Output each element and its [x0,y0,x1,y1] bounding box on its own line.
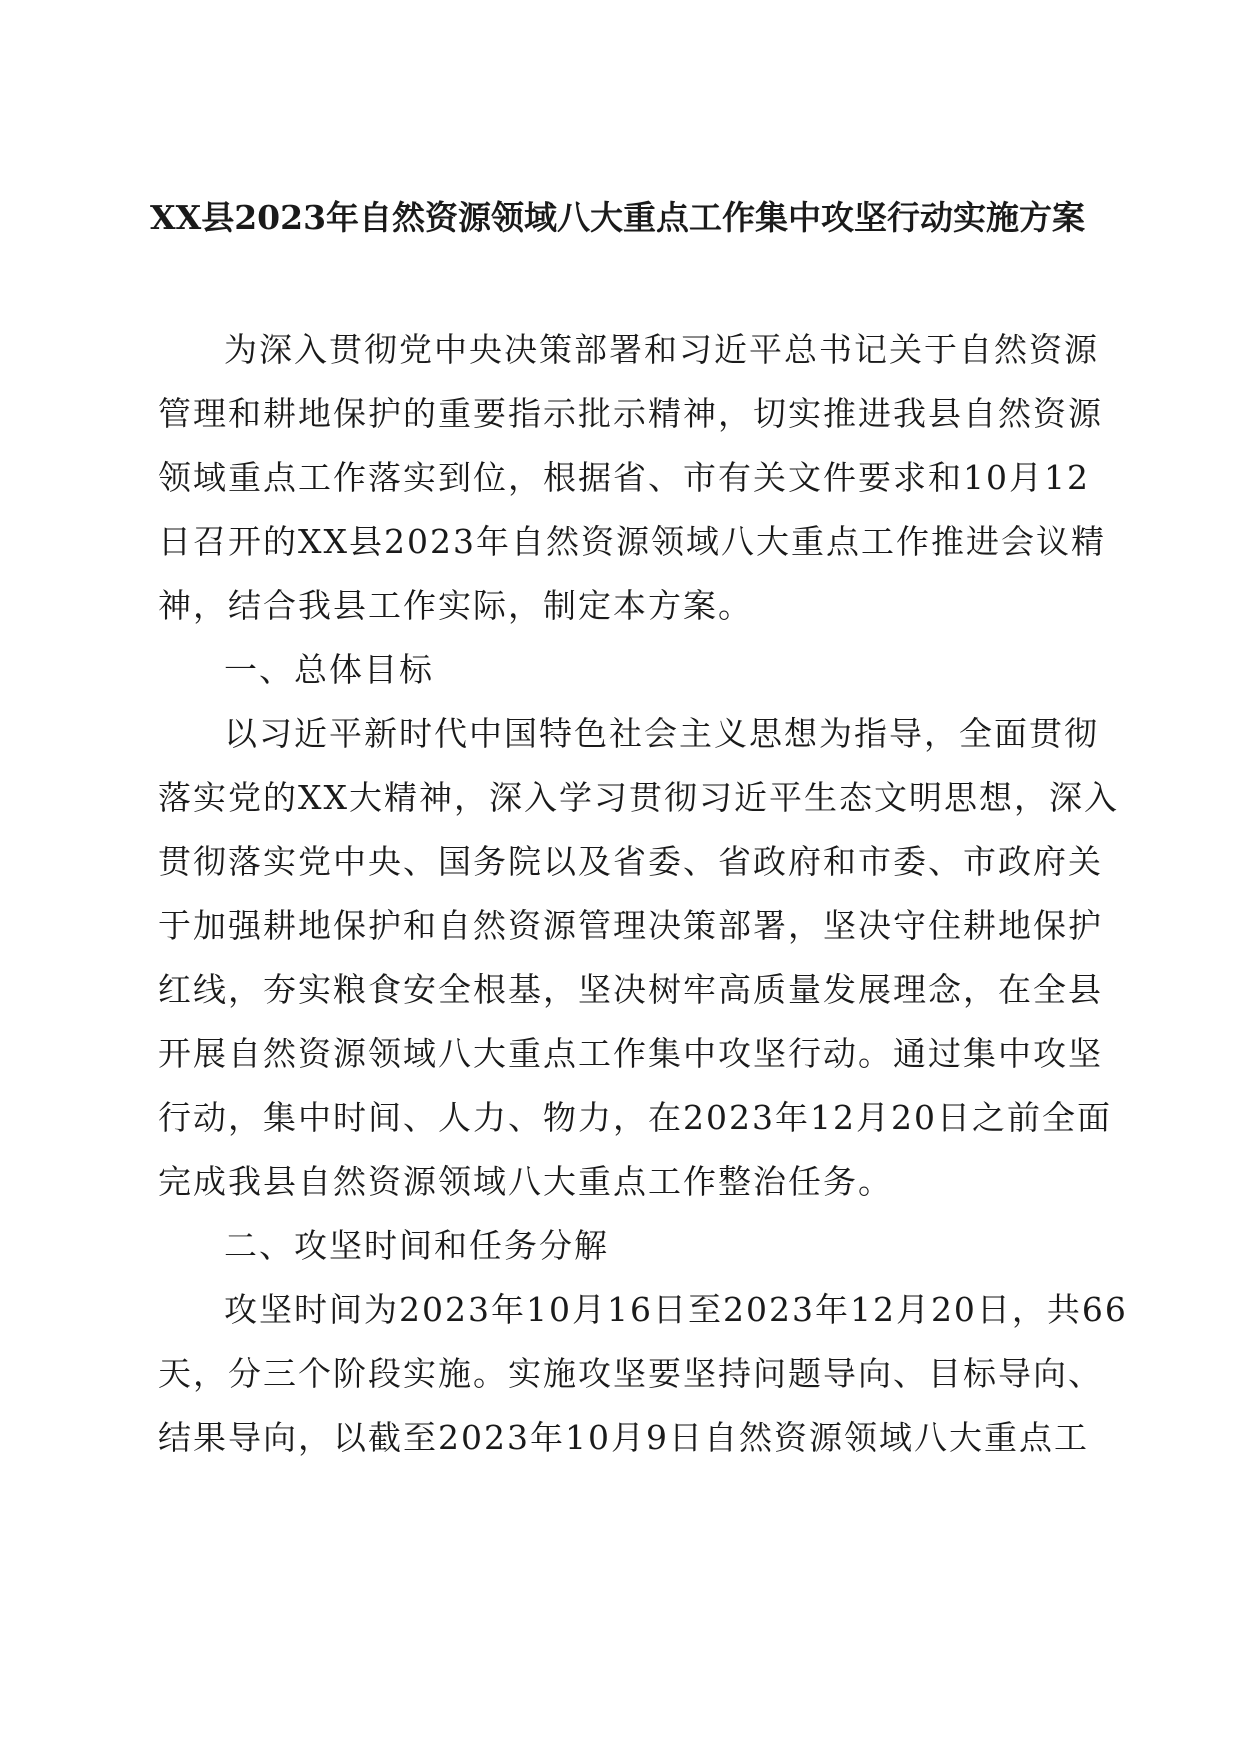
document-title: XX县2023年自然资源领域八大重点工作集中攻坚行动实施方案 [150,198,1086,237]
text-line: 贯彻落实党中央、国务院以及省委、省政府和市委、市政府关 [158,842,1103,881]
text-line: 以习近平新时代中国特色社会主义思想为指导，全面贯彻 [224,714,1099,753]
text-line: 于加强耕地保护和自然资源管理决策部署，坚决守住耕地保护 [158,906,1103,945]
text-line: 开展自然资源领域八大重点工作集中攻坚行动。通过集中攻坚 [158,1034,1103,1073]
text-line: 天，分三个阶段实施。实施攻坚要坚持问题导向、目标导向、 [158,1354,1103,1393]
text-line: 日召开的XX县2023年自然资源领域八大重点工作推进会议精 [158,522,1106,561]
text-line: 为深入贯彻党中央决策部署和习近平总书记关于自然资源 [224,330,1099,369]
text-line: 神，结合我县工作实际，制定本方案。 [158,586,753,625]
section-heading-2: 二、攻坚时间和任务分解 [224,1226,609,1265]
section-heading-1: 一、总体目标 [224,650,434,689]
text-line: 攻坚时间为2023年10月16日至2023年12月20日，共66 [224,1290,1128,1329]
text-line: 管理和耕地保护的重要指示批示精神，切实推进我县自然资源 [158,394,1103,433]
text-line: 行动，集中时间、人力、物力，在2023年12月20日之前全面 [158,1098,1112,1137]
document-body [158,318,1128,1470]
text-line: 落实党的XX大精神，深入学习贯彻习近平生态文明思想，深入 [158,778,1119,817]
text-line: 结果导向，以截至2023年10月9日自然资源领域八大重点工 [158,1418,1089,1457]
text-line: 领域重点工作落实到位，根据省、市有关文件要求和10月12 [158,458,1090,497]
text-line: 红线，夯实粮食安全根基，坚决树牢高质量发展理念，在全县 [158,970,1103,1009]
text-line: 完成我县自然资源领域八大重点工作整治任务。 [158,1162,893,1201]
